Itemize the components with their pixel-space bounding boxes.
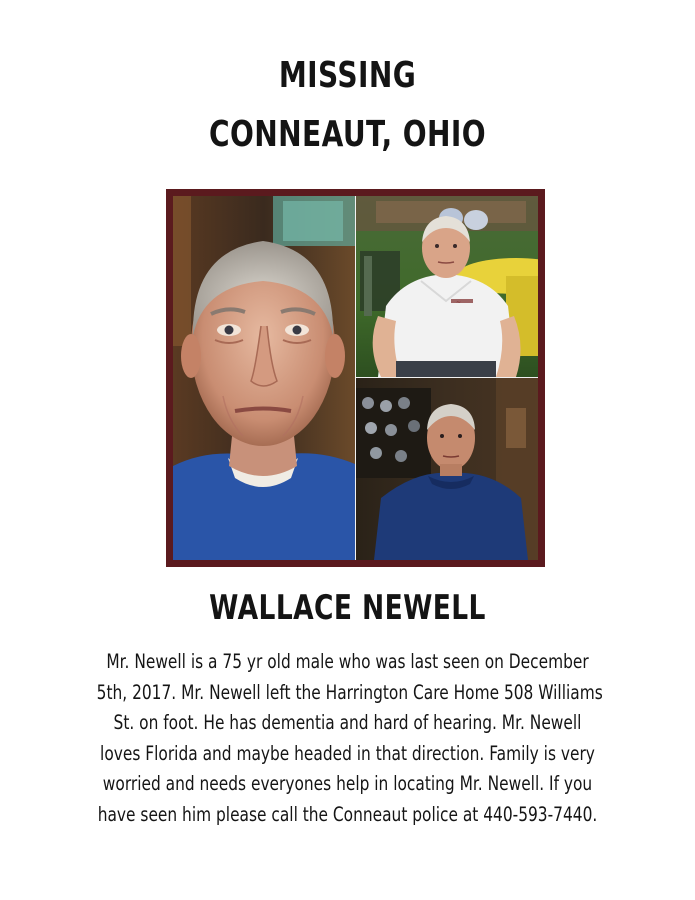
portrait-closeup-photo — [173, 196, 355, 560]
missing-headline: MISSING — [278, 55, 417, 96]
description-line: 5th, 2017. Mr. Newell left the Harrington Care Home 508 Williams — [96, 680, 603, 704]
description-line: worried and needs everyones help in locating Mr. Newell. If you — [102, 772, 593, 795]
indoor-seated-photo — [356, 378, 538, 560]
description-line: have seen him please call the Conneaut police at 440-593-7440. — [97, 802, 598, 826]
outdoor-seated-photo — [356, 196, 538, 377]
description-paragraph — [30, 647, 665, 830]
photo-collage — [166, 189, 545, 567]
location-heading: CONNEAUT, OHIO — [208, 114, 487, 155]
missing-person-name: WALLACE NEWELL — [209, 588, 486, 628]
description-line: St. on foot. He has dementia and hard of hearing. Mr. Newell — [113, 711, 582, 734]
description-line: Mr. Newell is a 75 yr old male who was last seen on December — [106, 650, 589, 673]
description-line: loves Florida and maybe headed in that direction. Family is very — [100, 741, 595, 765]
